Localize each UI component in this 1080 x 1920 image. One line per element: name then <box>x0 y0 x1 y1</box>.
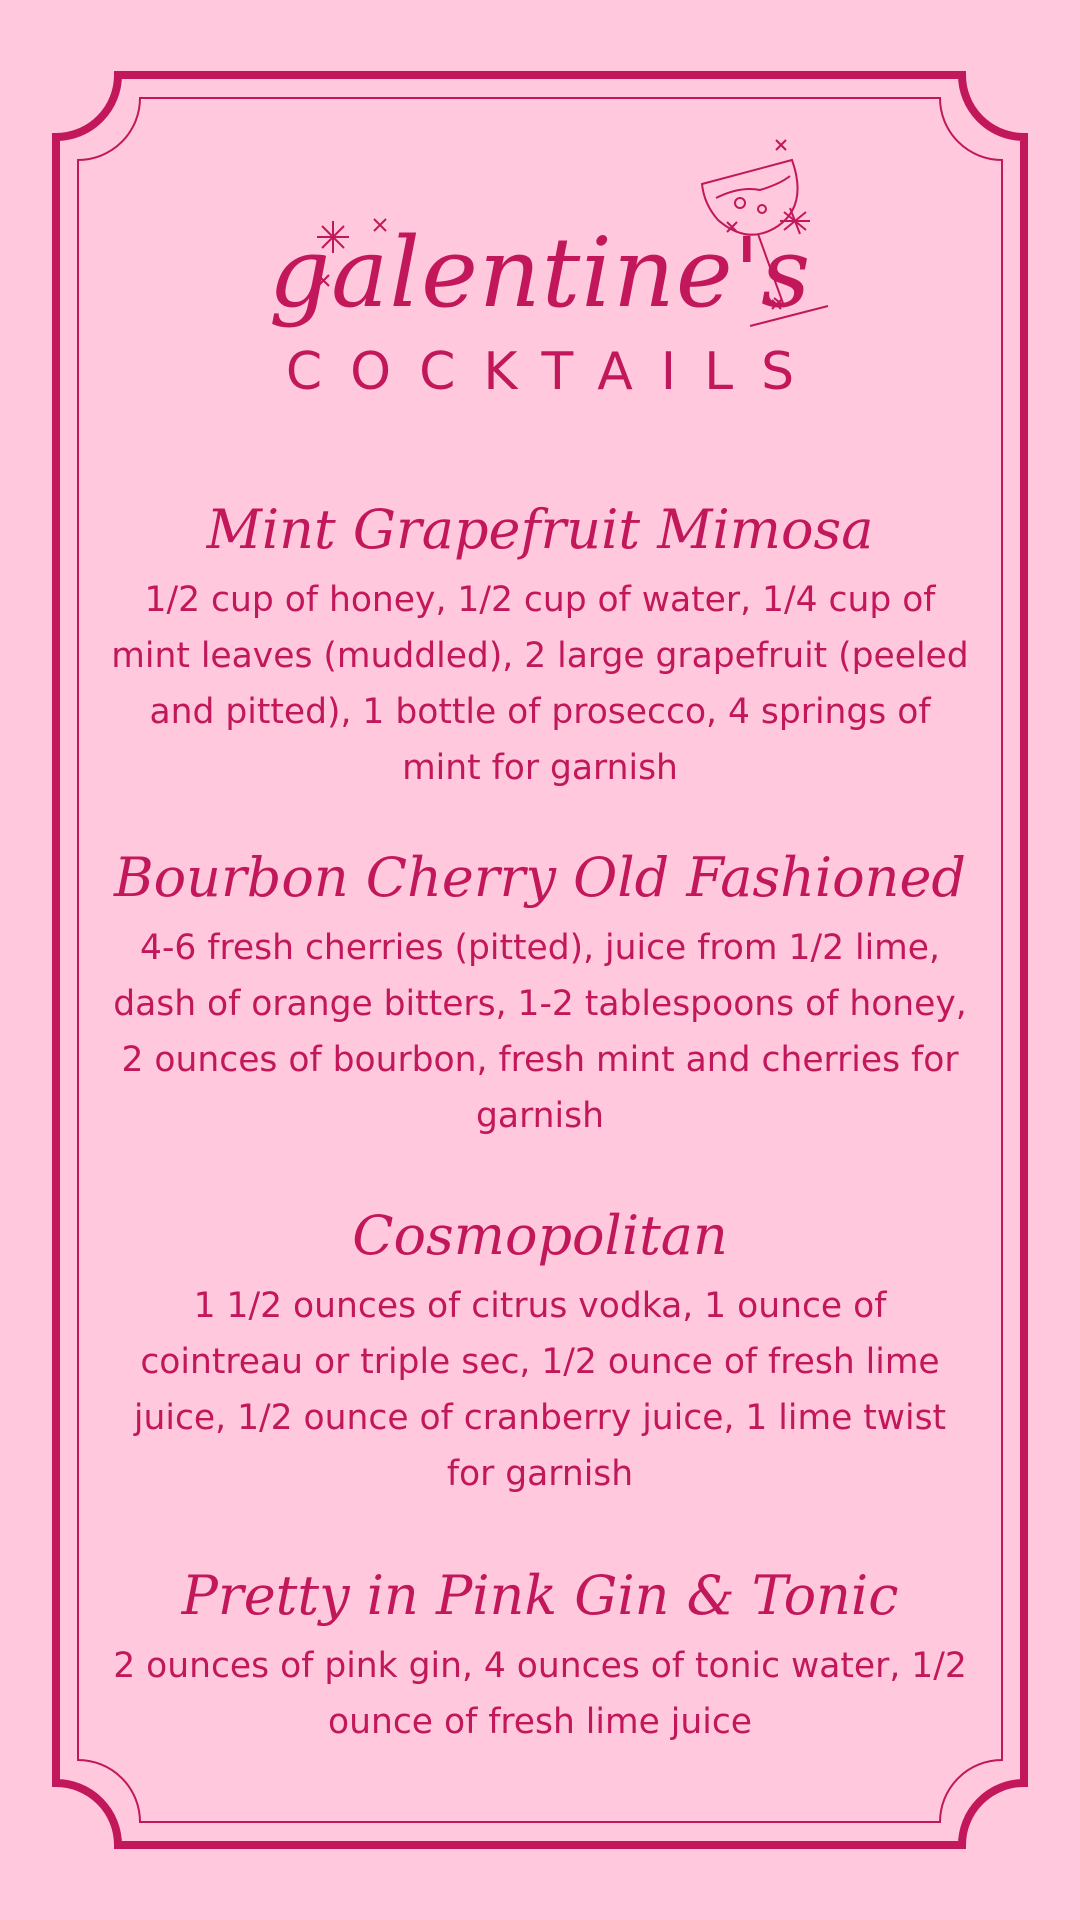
recipe-item <box>110 1554 970 1750</box>
recipe-name: Mint Grapefruit Mimosa <box>206 498 874 561</box>
recipe-item <box>110 836 970 1144</box>
recipe-name: Pretty in Pink Gin & Tonic <box>181 1564 899 1627</box>
recipe-item <box>110 1194 970 1502</box>
recipe-ingredients: 1 1/2 ounces of citrus vodka, 1 ounce of cointreau or triple sec, 1/2 ounce of fresh lime juice, 1/2 ounce of cranberry juice, 1 lime twist for garnish <box>133 1286 947 1494</box>
recipe-item <box>110 488 970 796</box>
recipe-name: Cosmopolitan <box>352 1204 728 1267</box>
recipe-list <box>110 488 970 1750</box>
menu-header <box>0 0 1080 420</box>
title-caps: COCKTAILS <box>285 342 823 402</box>
title-script: galentine's <box>268 217 812 329</box>
recipe-ingredients: 2 ounces of pink gin, 4 ounces of tonic water, 1/2 ounce of fresh lime juice <box>113 1646 967 1742</box>
recipe-ingredients: 1/2 cup of honey, 1/2 cup of water, 1/4 cup of mint leaves (muddled), 2 large grapefruit (peeled and pitted), 1 bottle of prosecco, 4 springs of mint for garnish <box>111 580 969 788</box>
recipe-name: Bourbon Cherry Old Fashioned <box>113 846 966 909</box>
recipe-ingredients: 4-6 fresh cherries (pitted), juice from 1/2 lime, dash of orange bitters, 1-2 tablespoons of honey, 2 ounces of bourbon, fresh mint and cherries for garnish <box>113 928 967 1136</box>
